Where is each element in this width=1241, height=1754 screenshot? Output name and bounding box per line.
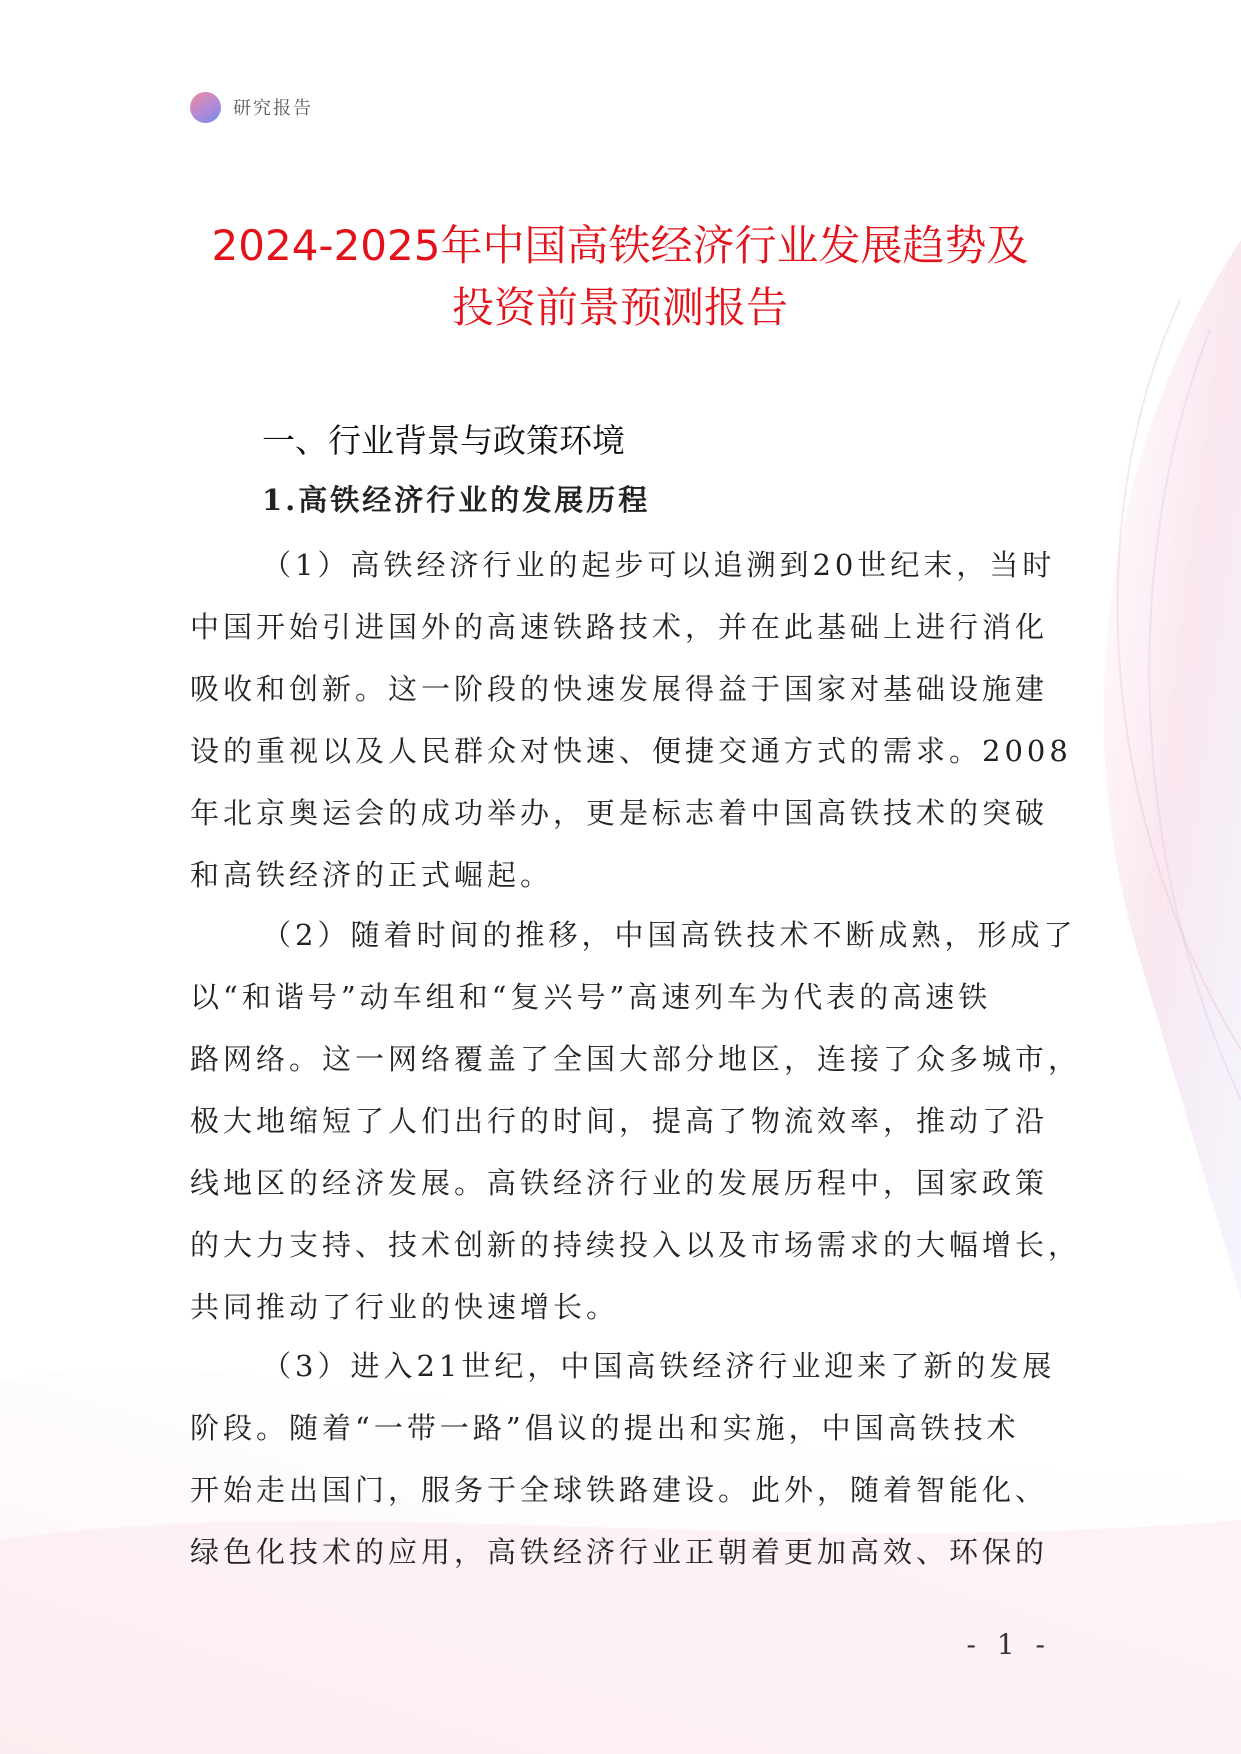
paragraph-line: 和高铁经济的正式崛起。 — [190, 858, 554, 892]
paragraph-line: 开始走出国门，服务于全球铁路建设。此外，随着智能化、 — [190, 1473, 1049, 1507]
subsection-heading: 1.高铁经济行业的发展历程 — [262, 483, 651, 517]
paragraph-line: 的大力支持、技术创新的持续投入以及市场需求的大幅增长， — [190, 1228, 1082, 1262]
paragraph-line: 极大地缩短了人们出行的时间，提高了物流效率，推动了沿 — [190, 1104, 1049, 1138]
document-header — [190, 90, 313, 124]
paragraph-2 — [190, 904, 1082, 1338]
paragraph-line: 线地区的经济发展。高铁经济行业的发展历程中，国家政策 — [190, 1166, 1049, 1200]
paragraph-line: 路网络。这一网络覆盖了全国大部分地区，连接了众多城市， — [190, 1042, 1082, 1076]
paragraph-line: 吸收和创新。这一阶段的快速发展得益于国家对基础设施建 — [190, 672, 1049, 706]
paragraph-line: 中国开始引进国外的高速铁路技术，并在此基础上进行消化 — [190, 610, 1049, 644]
report-title — [150, 215, 1090, 339]
report-title-line-2: 投资前景预测报告 — [451, 283, 788, 332]
page-number: - 1 - — [966, 1628, 1051, 1661]
paragraph-line: 绿色化技术的应用，高铁经济行业正朝着更加高效、环保的 — [190, 1535, 1049, 1569]
paragraph-line: 以“和谐号”动车组和“复兴号”高速列车为代表的高速铁 — [190, 980, 992, 1014]
paragraph-line: （2）随着时间的推移，中国高铁技术不断成熟，形成了 — [262, 918, 1077, 952]
paragraph-line: （1）高铁经济行业的起步可以追溯到20世纪末，当时 — [262, 548, 1056, 582]
paragraph-1 — [190, 534, 1072, 906]
paragraph-line: 阶段。随着“一带一路”倡议的提出和实施，中国高铁技术 — [190, 1411, 1020, 1445]
paragraph-line: 年北京奥运会的成功举办，更是标志着中国高铁技术的突破 — [190, 796, 1049, 830]
paragraph-3 — [190, 1335, 1056, 1583]
logo-icon — [190, 92, 221, 123]
section-heading: 一、行业背景与政策环境 — [262, 421, 625, 460]
header-label: 研究报告 — [233, 98, 313, 119]
report-title-line-1: 2024-2025年中国高铁经济行业发展趋势及 — [211, 221, 1029, 270]
paragraph-line: 共同推动了行业的快速增长。 — [190, 1290, 620, 1324]
paragraph-line: 设的重视以及人民群众对快速、便捷交通方式的需求。2008 — [190, 734, 1072, 768]
paragraph-line: （3）进入21世纪，中国高铁经济行业迎来了新的发展 — [262, 1349, 1056, 1383]
